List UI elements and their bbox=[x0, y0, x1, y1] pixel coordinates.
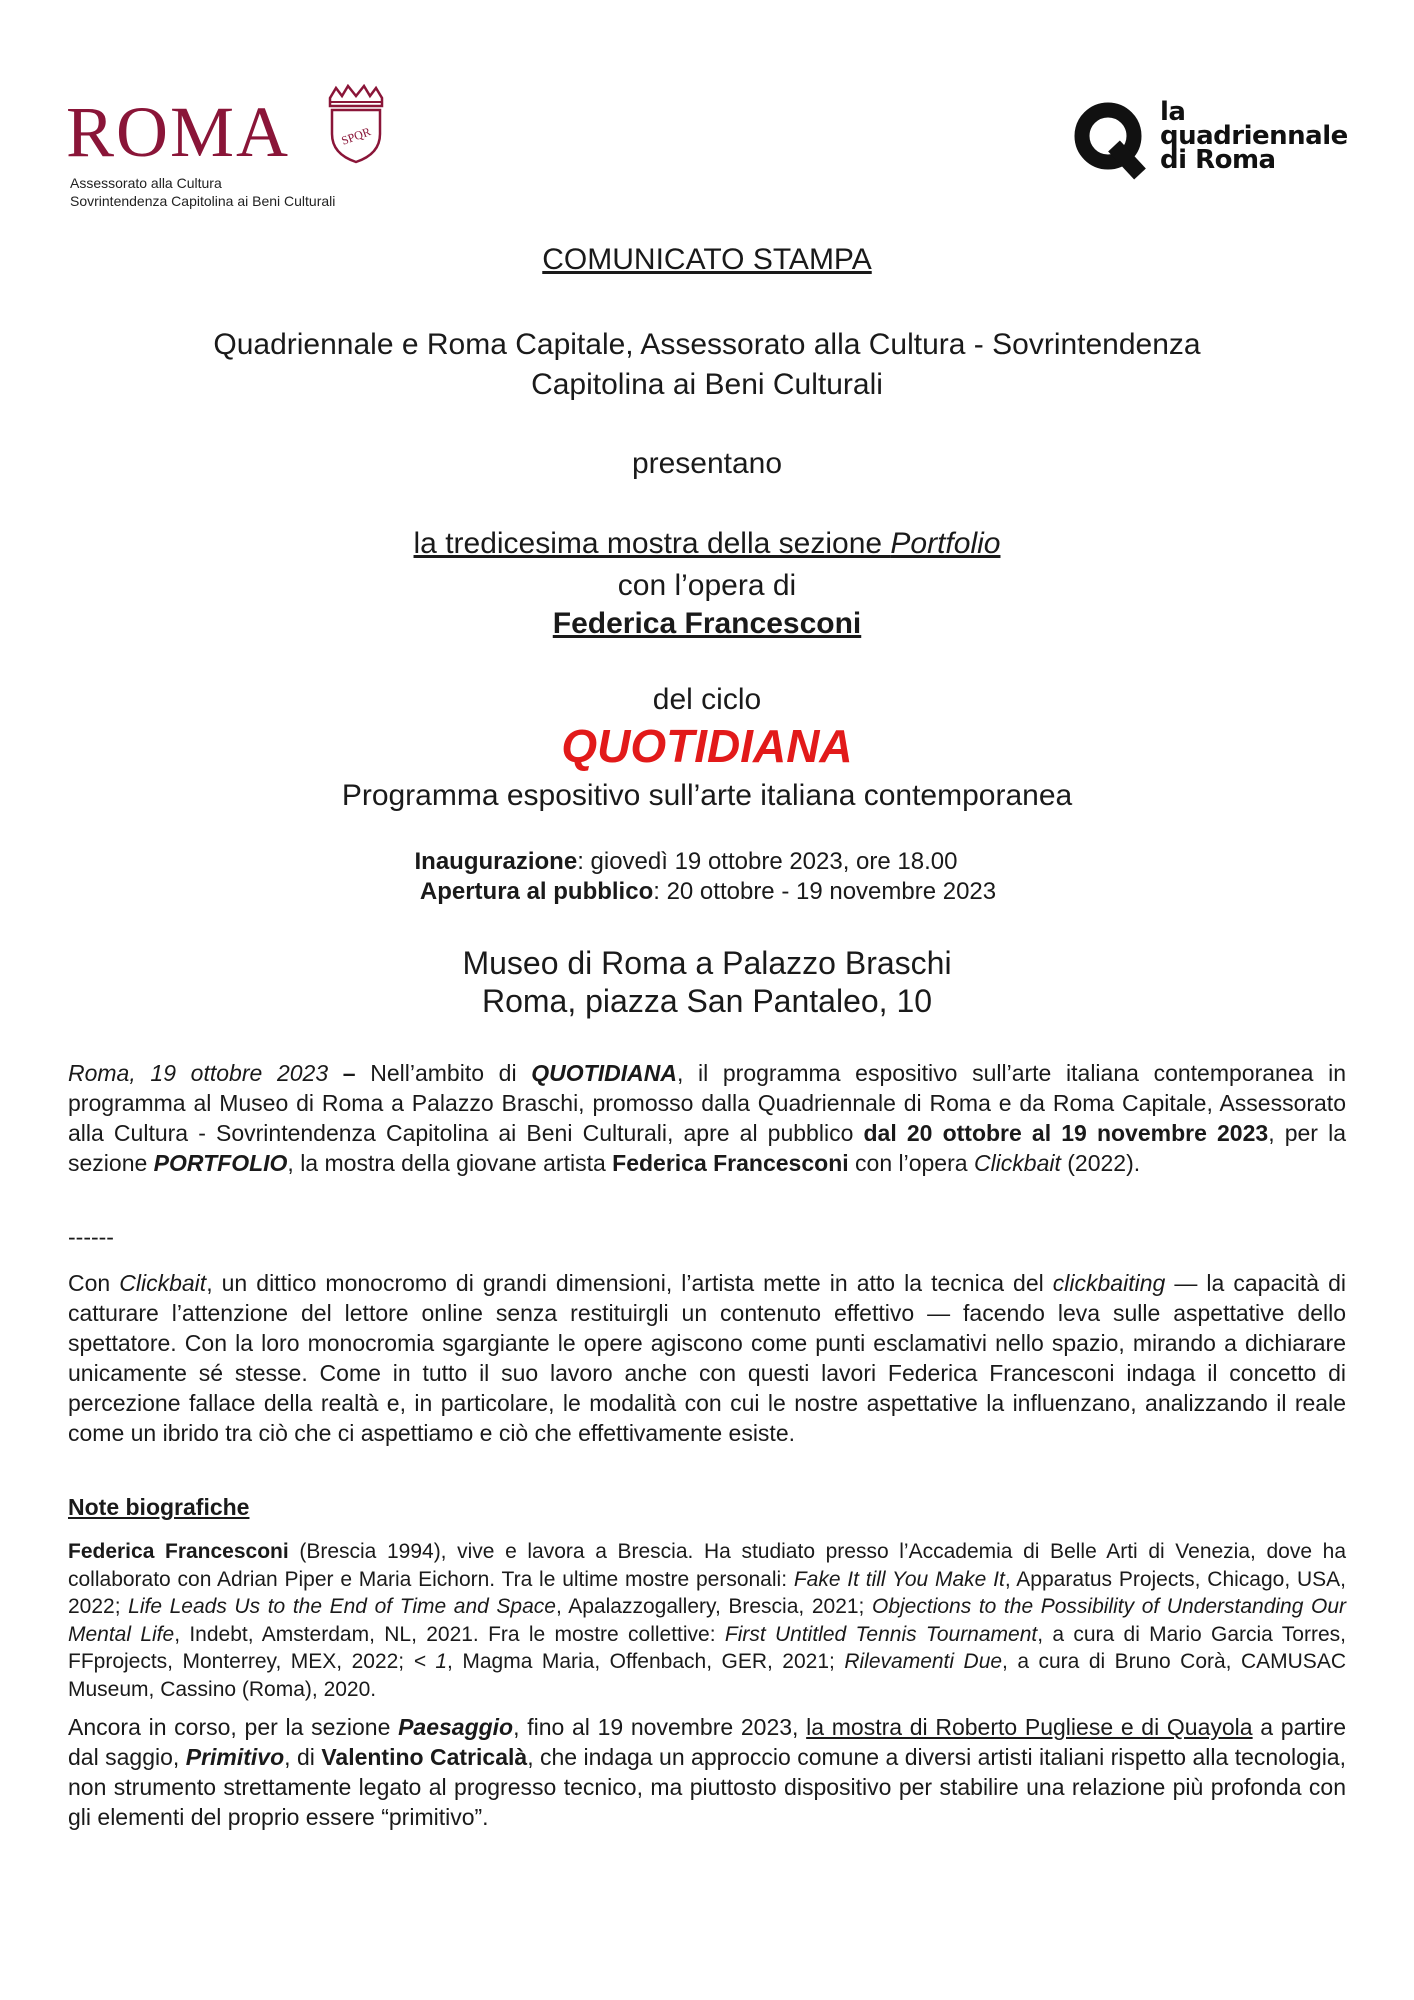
p1-text: (2022). bbox=[1060, 1150, 1141, 1176]
roma-subtitle bbox=[70, 174, 335, 210]
intro-paragraph bbox=[68, 1058, 1346, 1178]
bio-show-title: Life Leads Us to the End of Time and Space bbox=[128, 1595, 556, 1618]
venue-name: Museo di Roma a Palazzo Braschi bbox=[462, 945, 952, 981]
shield-text: SPQR bbox=[339, 124, 373, 148]
quadriennale-wordmark bbox=[1160, 97, 1348, 175]
p4-text: Ancora in corso, per la sezione bbox=[68, 1714, 399, 1740]
venue-address: Roma, piazza San Pantaleo, 10 bbox=[481, 983, 933, 1019]
p1-portfolio: PORTFOLIO bbox=[153, 1150, 288, 1176]
roma-subtitle-line1: Assessorato alla Cultura bbox=[70, 175, 222, 191]
artwork-paragraph bbox=[68, 1268, 1346, 1448]
bio-heading: Note biografiche bbox=[68, 1494, 250, 1520]
organizers-line2: Capitolina ai Beni Culturali bbox=[531, 368, 883, 401]
p1-text: , la mostra della giovane artista bbox=[287, 1150, 613, 1176]
bio-artist: Federica Francesconi bbox=[68, 1540, 289, 1563]
roma-shield-icon bbox=[324, 84, 388, 164]
quotidiana-title: QUOTIDIANA bbox=[561, 720, 853, 772]
roma-wordmark: ROMA bbox=[66, 92, 291, 172]
inaugurazione-line bbox=[0, 847, 1414, 877]
bio-show-title: First Untitled Tennis Tournament bbox=[724, 1622, 1038, 1646]
apertura-label: Apertura al pubblico bbox=[419, 878, 654, 905]
quadriennale-line2: quadriennale bbox=[1160, 121, 1348, 151]
separator: ------ bbox=[68, 1224, 114, 1250]
p1-artist: Federica Francesconi bbox=[612, 1150, 849, 1176]
quadriennale-q-icon bbox=[1068, 96, 1152, 180]
bio-paragraph bbox=[68, 1538, 1346, 1703]
p1-text: , per la sezione bbox=[68, 1120, 1346, 1176]
pugliese-quayola-link[interactable]: la mostra di Roberto Pugliese e di Quayola bbox=[806, 1714, 1253, 1740]
venue-block bbox=[0, 944, 1414, 1020]
p4-author: Valentino Catricalà bbox=[321, 1744, 528, 1770]
programma-subtitle: Programma espositivo sull’arte italiana contemporanea bbox=[341, 779, 1073, 812]
organizers-lead bbox=[0, 325, 1414, 405]
bio-text: (Brescia 1994), vive e lavora a Brescia. Ha studiato presso l’Accademia di Belle Arti di Venezia, dove ha collaborato con Adrian Piper e Maria Eichorn. Tra le ultime mostre personali: bbox=[68, 1540, 1346, 1591]
exhibition-subtitle-text: la tredicesima mostra della sezione bbox=[413, 527, 891, 560]
organizers-line1: Quadriennale e Roma Capitale, Assessorato alla Cultura - Sovrintendenza bbox=[213, 328, 1201, 361]
p2-technique: clickbaiting bbox=[1052, 1270, 1166, 1296]
p1-dates: dal 20 ottobre al 19 novembre 2023 bbox=[863, 1120, 1269, 1146]
roma-subtitle-line2: Sovrintendenza Capitolina ai Beni Culturali bbox=[70, 193, 336, 209]
portfolio-section-name: Portfolio bbox=[890, 527, 1001, 560]
opera-di-text: con l’opera di bbox=[617, 569, 797, 602]
p1-quotidiana: QUOTIDIANA bbox=[531, 1060, 677, 1086]
bio-show-title: Fake It till You Make It bbox=[793, 1567, 1005, 1591]
p4-text: , fino al 19 novembre 2023, bbox=[513, 1714, 807, 1740]
p1-text: , il programma espositivo sull’arte italiana contemporanea in programma al Museo di Roma a Palazzo Braschi, promosso dalla Quadriennale di Roma e da Roma Capitale, Assessorato alla Cultura - Sovrintendenza Capitolina ai Beni Culturali, apre al pubblico bbox=[68, 1060, 1346, 1146]
quadriennale-logo bbox=[1068, 96, 1348, 180]
p4-text: a partire dal saggio, bbox=[68, 1714, 1346, 1770]
p4-text: , che indaga un approccio comune a diversi artisti italiani rispetto alla tecnologia, non strumento strettamente legato al progresso tecnico, ma piuttosto dispositivo per stabilire una relazione più profonda con gli elementi del proprio essere “primitivo”. bbox=[68, 1744, 1346, 1830]
p2-work-title: Clickbait bbox=[119, 1270, 207, 1296]
bio-show-title: < 1 bbox=[413, 1650, 448, 1673]
bio-text: , a cura di Mario Garcia Torres, FFprojects, Monterrey, MEX, 2022; bbox=[68, 1622, 1346, 1673]
bio-text: , Apparatus Projects, Chicago, USA, 2022; bbox=[68, 1567, 1346, 1618]
artist-name: Federica Francesconi bbox=[552, 607, 862, 640]
dateline: Roma, 19 ottobre 2023 bbox=[68, 1060, 329, 1086]
bio-text: , a cura di Bruno Corà, CAMUSAC Museum, Cassino (Roma), 2020. bbox=[68, 1650, 1346, 1701]
inaugurazione-label: Inaugurazione bbox=[414, 848, 578, 875]
p2-text: — la capacità di catturare l’attenzione del lettore online senza restituirgli un contenuto effettivo — facendo leva sulle aspettative dello spettatore. Con la loro monocromia sgargiante le opere agiscono come punti esclamativi nello spazio, mirando a dichiarare unicamente sé stesse. Come in tutto il suo lavoro anche con questi lavori Federica Francesconi indaga il concetto di percezione fallace della realtà e, in particolare, le modalità con cui le nostre aspettative la influenzano, analizzando il reale come un ibrido tra ciò che ci aspettiamo e ciò che effettivamente esiste. bbox=[68, 1270, 1347, 1446]
bio-text: , Apalazzogallery, Brescia, 2021; bbox=[555, 1595, 872, 1618]
presentano-text: presentano bbox=[631, 447, 783, 480]
quadriennale-line1: la bbox=[1160, 97, 1186, 127]
press-release-title: COMUNICATO STAMPA bbox=[542, 243, 872, 276]
dateline-dash: – bbox=[328, 1060, 371, 1086]
quadriennale-line3: di Roma bbox=[1160, 145, 1276, 175]
ciclo-text: del ciclo bbox=[652, 683, 762, 716]
closing-paragraph bbox=[68, 1712, 1346, 1832]
dates-block bbox=[0, 847, 1414, 907]
p4-text: , di bbox=[284, 1744, 322, 1770]
inaugurazione-value: : giovedì 19 ottobre 2023, ore 18.00 bbox=[577, 848, 958, 875]
p1-text: Nell’ambito di bbox=[370, 1060, 532, 1086]
p1-text: con l’opera bbox=[848, 1150, 974, 1176]
exhibition-subtitle bbox=[0, 524, 1414, 564]
apertura-value: : 20 ottobre - 19 novembre 2023 bbox=[653, 878, 997, 905]
bio-show-title: Rilevamenti Due bbox=[844, 1650, 1003, 1673]
bio-show-title: Objections to the Possibility of Understanding Our Mental Life bbox=[68, 1595, 1347, 1646]
apertura-line bbox=[2, 877, 1414, 907]
p2-text: , un dittico monocromo di grandi dimensioni, l’artista mette in atto la tecnica del bbox=[206, 1270, 1053, 1296]
bio-text: , Magma Maria, Offenbach, GER, 2021; bbox=[447, 1650, 845, 1673]
roma-logo bbox=[66, 84, 396, 214]
p4-primitivo: Primitivo bbox=[185, 1744, 285, 1770]
p1-work-title: Clickbait bbox=[973, 1150, 1061, 1176]
p2-text: Con bbox=[68, 1270, 120, 1296]
bio-text: , Indebt, Amsterdam, NL, 2021. Fra le mostre collettive: bbox=[174, 1622, 725, 1646]
p4-paesaggio: Paesaggio bbox=[398, 1714, 514, 1740]
